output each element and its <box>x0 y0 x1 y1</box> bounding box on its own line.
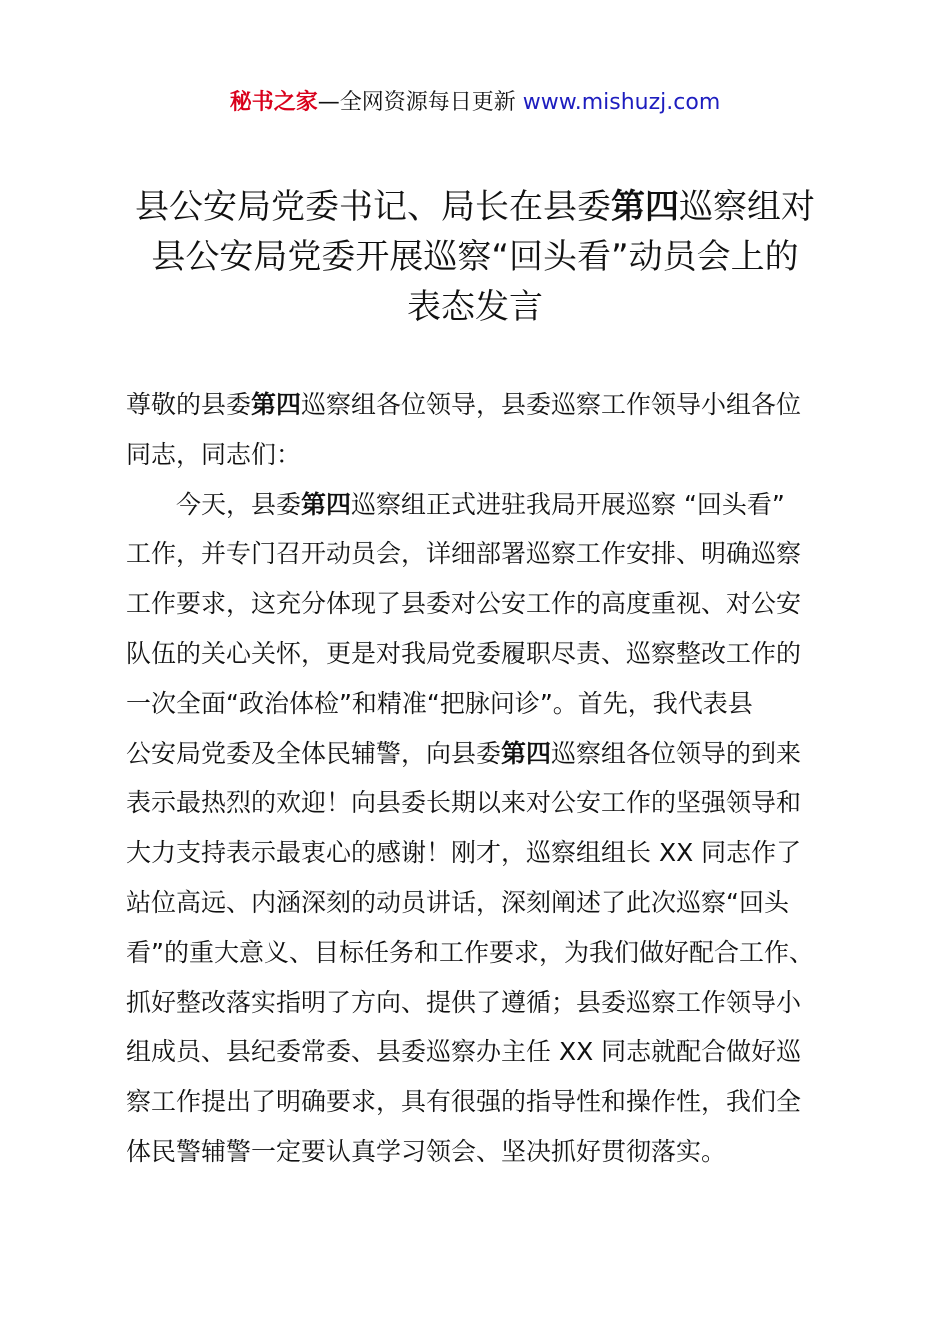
site-url-link[interactable]: www.mishuzj.com <box>522 90 721 115</box>
salutation-line: 同志，同志们： <box>126 439 302 469</box>
paragraph-line: 今天，县委第四巡察组正式进驻我局开展巡察 “回头看” <box>176 489 785 519</box>
paragraph-line: 工作要求，这充分体现了县委对公安工作的高度重视、对公安 <box>126 589 802 619</box>
paragraph-line: 站位高远、内涵深刻的动员讲话，深刻阐述了此次巡察“回头 <box>126 887 789 917</box>
paragraph-line: 工作，并专门召开动员会，详细部署巡察工作安排、明确巡察 <box>126 539 802 569</box>
title-line-2: 县公安局党委开展巡察“回头看”动员会上的 <box>151 237 799 277</box>
paragraph-line: 抓好整改落实指明了方向、提供了遵循；县委巡察工作领导小 <box>126 987 802 1017</box>
paragraph-line: 公安局党委及全体民辅警，向县委第四巡察组各位领导的到来 <box>126 738 802 768</box>
site-brand: 秘书之家 <box>229 90 318 115</box>
title-emphasis: 第四 <box>611 187 679 227</box>
title-line-1: 县公安局党委书记、局长在县委第四巡察组对 <box>135 187 815 227</box>
paragraph-line: 队伍的关心关怀，更是对我局党委履职尽责、巡察整改工作的 <box>126 638 802 668</box>
paragraph-line: 表示最热烈的欢迎！向县委长期以来对公安工作的坚强领导和 <box>126 788 802 818</box>
paragraph <box>126 480 838 1177</box>
paragraph-line: 体民警辅警一定要认真学习领会、坚决抓好贯彻落实。 <box>126 1136 727 1166</box>
body-emphasis: 第四 <box>301 489 352 519</box>
salutation <box>126 380 838 480</box>
paragraph-line: 大力支持表示最衷心的感谢！刚才，巡察组组长 XX 同志作了 <box>126 838 802 868</box>
paragraph-line: 一次全面“政治体检”和精准“把脉问诊”。首先，我代表县 <box>126 688 753 718</box>
body-emphasis: 第四 <box>251 390 302 419</box>
site-header <box>0 86 950 120</box>
document-body <box>126 380 838 1177</box>
paragraph-line: 看”的重大意义、目标任务和工作要求，为我们做好配合工作、 <box>126 937 814 967</box>
salutation-line: 尊敬的县委第四巡察组各位领导，县委巡察工作领导小组各位 <box>126 390 802 419</box>
paragraph-line: 察工作提出了明确要求，具有很强的指导性和操作性，我们全 <box>126 1087 802 1117</box>
body-emphasis: 第四 <box>501 738 552 768</box>
site-tagline: —全网资源每日更新 <box>317 90 523 115</box>
document-title <box>110 182 840 332</box>
title-line-3: 表态发言 <box>407 287 543 327</box>
paragraph-line: 组成员、县纪委常委、县委巡察办主任 XX 同志就配合做好巡 <box>126 1037 802 1067</box>
